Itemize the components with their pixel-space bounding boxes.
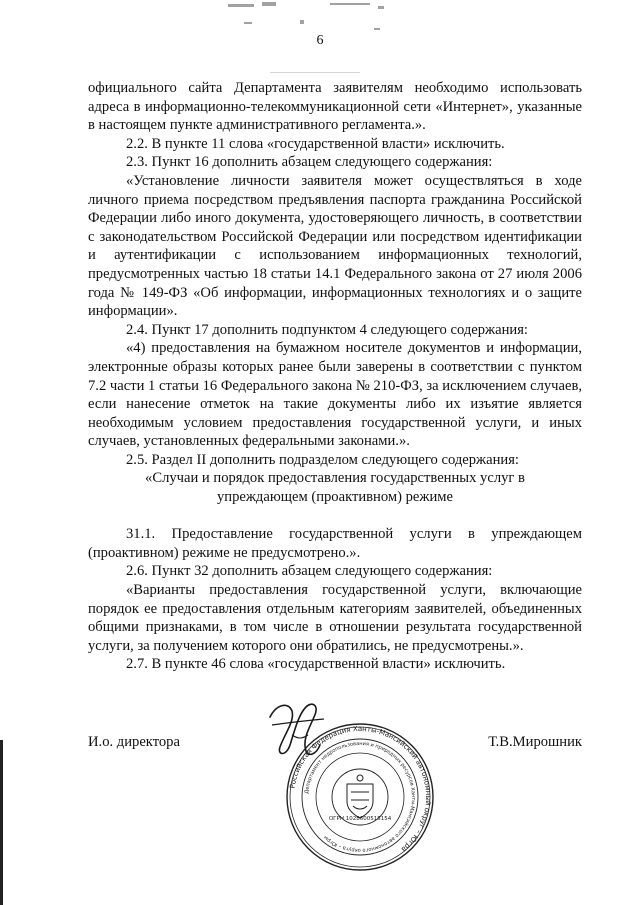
page-number: 6 xyxy=(316,33,324,48)
paragraph: 2.2. В пункте 11 слова «государственной власти» исключить. xyxy=(126,135,505,152)
paragraph: 2.6. Пункт 32 дополнить абзацем следующего содержания: xyxy=(126,563,493,580)
paragraph: 2.5. Раздел II дополнить подразделом следующего содержания: xyxy=(126,451,519,468)
paragraph: «Установление личности заявителя может осуществляться в ходе личного приема посредством предъявления паспорта гражданина Российской Федерации либо иного документа, удостоверяющего личность, в соответствии с законодательством Российской Федерации или посредством идентификации и аутентификации с использованием информационных технологий, предусмотренных частью 18 статьи 14.1 Федерального закона от 27 июля 2006 года № 149-ФЗ «Об информации, информационных технологиях и о защите информации». xyxy=(88,172,582,320)
paragraph: официального сайта Департамента заявителям необходимо использовать адреса в информационно-телекоммуникационной сети «Интернет», указанные в настоящем пункте административного регламента.». xyxy=(88,80,582,134)
signatory-title: И.о. директора xyxy=(88,734,180,750)
paragraph: 2.4. Пункт 17 дополнить подпунктом 4 следующего содержания: xyxy=(126,321,528,338)
signatory-name: Т.В.Мирошник xyxy=(488,734,582,750)
paragraph: 31.1. Предоставление государственной услуги в упреждающем (проактивном) режиме не предусмотрено.». xyxy=(88,526,582,561)
paragraph: «Варианты предоставления государственной услуги, включающие порядок ее предоставления отдельным категориям заявителей, объединенных общими признаками, в том числе в отношении результата государственной услуги, за получением которого они обратились, не предусмотрены.». xyxy=(88,582,582,654)
document-body xyxy=(88,79,582,674)
paragraph: 2.7. В пункте 46 слова «государственной власти» исключить. xyxy=(126,656,506,673)
seal-outer-text: Российская Федерация Ханты-Мансийский автономный округ – Югра xyxy=(288,724,433,854)
section-heading: «Случаи и порядок предоставления государственных услуг в упреждающем (проактивном) режиме xyxy=(145,470,525,506)
paragraph: «4) предоставления на бумажном носителе документов и информации, электронные образы которых ранее были заверены в соответствии с пунктом 7.2 части 1 статьи 16 Федерального закона № 210-ФЗ, за исключением случаев, если нанесение отметок на такие документы либо их изъятие является необходимым условием предоставления государственной услуги, и иных случаев, установленных федеральными законами.». xyxy=(88,340,582,450)
signature-block xyxy=(88,734,582,756)
paragraph: 2.3. Пункт 16 дополнить абзацем следующего содержания: xyxy=(126,154,493,171)
svg-text:Департамент недропользования и xyxy=(304,741,416,853)
coat-of-arms-icon xyxy=(347,775,373,818)
seal-ogrn: ОГРН 1028600515154 xyxy=(328,816,392,822)
seal-middle-text: Департамент недропользования и природных ресурсов Ханты-Мансийского автономного округа – Югры xyxy=(304,740,417,854)
scan-edge-artifact xyxy=(0,740,3,905)
